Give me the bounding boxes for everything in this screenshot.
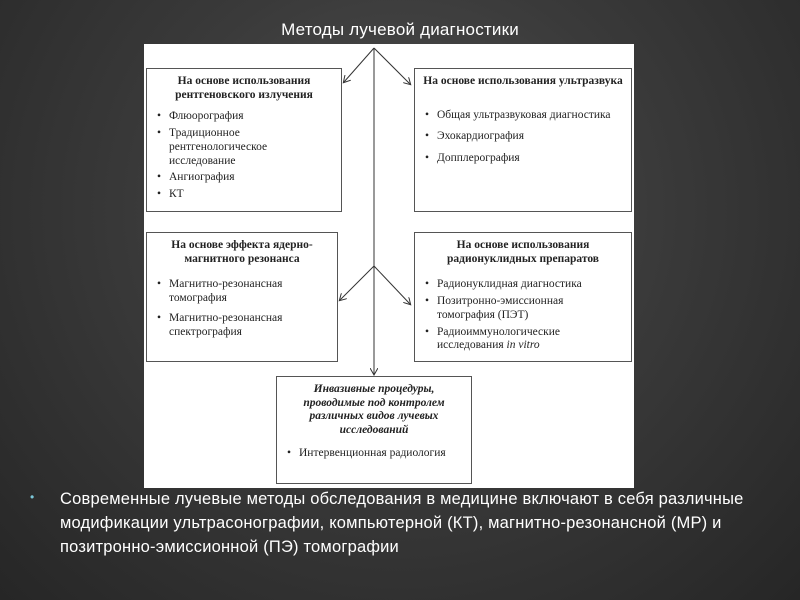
list-item: • Ангиография xyxy=(155,171,333,185)
list-item: • Традиционное рентгенологическое исследование xyxy=(155,127,333,168)
list-item-italic: in vitro xyxy=(506,339,540,352)
bullet-text: Современные лучевые методы обследования в медицине включают в себя различные модификации ультрасонографии, компьютерной (КТ), магнитно-резонансной (МР) и позитронно-эмиссионной (ПЭ) томографии xyxy=(60,490,744,556)
list-item: • КТ xyxy=(155,188,333,202)
box-invasive xyxy=(276,376,472,484)
slide-title: Методы лучевой диагностики xyxy=(281,20,519,39)
list-item: • Общая ультразвуковая диагностика xyxy=(423,109,623,123)
box-xray xyxy=(146,68,342,212)
box-radionuclide-header: На основе использования радионуклидных препаратов xyxy=(447,239,599,265)
arrow-to-xray xyxy=(344,48,374,82)
box-radionuclide xyxy=(414,232,632,362)
list-item xyxy=(423,326,623,354)
box-xray-header: На основе использования рентгеновского излучения xyxy=(175,75,313,101)
arrow-to-nmr xyxy=(340,266,374,300)
list-item: • Позитронно-эмиссионная томография (ПЭТ) xyxy=(423,295,623,323)
list-item-text: Радиоиммунологические исследования xyxy=(437,325,560,352)
box-nmr-header: На основе эффекта ядерно-магнитного резонанса xyxy=(171,239,313,265)
box-invasive-header: Инвазивные процедуры, проводимые под контролем различных видов лучевых исследований xyxy=(303,383,445,436)
bullet-icon: • xyxy=(30,490,35,504)
list-item: • Радионуклидная диагностика xyxy=(423,278,623,292)
box-ultrasound-header: На основе использования ультразвука xyxy=(423,75,623,87)
arrow-to-ultrasound xyxy=(374,48,410,84)
list-item: • Магнитно-резонансная томография xyxy=(155,278,329,306)
list-item: • Эхокардиография xyxy=(423,130,623,144)
list-item: • Магнитно-резонансная спектрография xyxy=(155,312,329,340)
arrow-to-radionuclide xyxy=(374,266,410,304)
list-item: • Допплерография xyxy=(423,152,623,166)
box-nmr xyxy=(146,232,338,362)
diagram-panel xyxy=(144,44,634,488)
list-item: • Флюорография xyxy=(155,110,333,124)
list-item: • Интервенционная радиология xyxy=(285,447,463,461)
box-ultrasound xyxy=(414,68,632,212)
